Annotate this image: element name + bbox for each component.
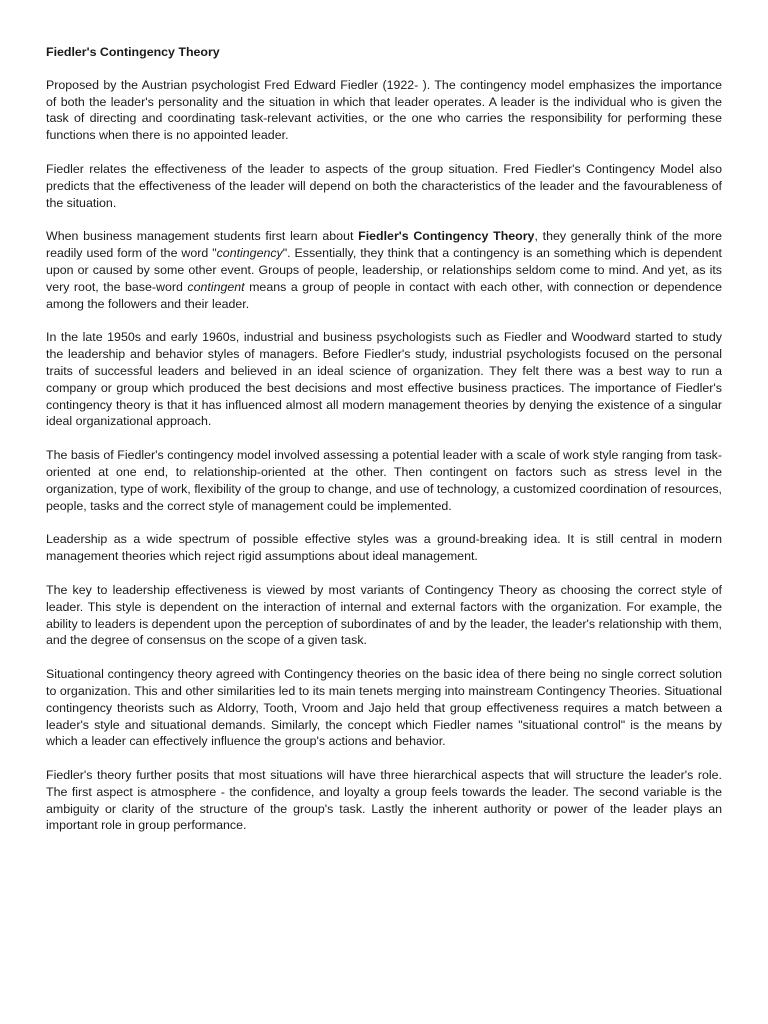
paragraph-6: Leadership as a wide spectrum of possible effective styles was a ground-breaking idea. It is still central in modern management theories which reject rigid assumptions about ideal management. [46, 532, 722, 564]
document-title: Fiedler's Contingency Theory [46, 45, 220, 59]
paragraph-9: Fiedler's theory further posits that most situations will have three hierarchical aspects that will structure the leader's role. The first aspect is atmosphere - the confidence, and loyalty a group feels towards the leader. The second variable is the ambiguity or clarity of the structure of the group's task. Lastly the inherent authority or power of the leader plays an important role in group performance. [46, 768, 722, 833]
paragraph-3-text-c: , they generally think of the more readily used form of the word " [46, 229, 722, 261]
paragraph-3 [46, 228, 722, 312]
document-page [46, 44, 722, 851]
paragraph-3-italic-contingency: contingency [216, 246, 283, 261]
paragraph-3-text-g: means a group of people in contact with each other, with connection or dependence among the followers and their leader. [46, 279, 722, 311]
paragraph-3-bold-term: Fiedler's Contingency Theory [358, 229, 535, 244]
paragraph-3-text-a: When business management students first learn about [46, 229, 359, 244]
paragraph-7: The key to leadership effectiveness is viewed by most variants of Contingency Theory as choosing the correct style of leader. This style is dependent on the interaction of internal and external factors with the organization. For example, the ability to leaders is dependent upon the perception of subordinates of and by the leader, the leader's relationship with them, and the degree of consensus on the scope of a given task. [46, 582, 722, 648]
paragraph-3-italic-contingent: contingent [187, 279, 245, 294]
paragraph-8: Situational contingency theory agreed with Contingency theories on the basic idea of there being no single correct solution to organization. This and other similarities led to its main tenets merging into mainstream Contingency Theories. Situational contingency theorists such as Aldorry, Tooth, Vroom and Jajo held that group effectiveness requires a match between a leader's style and situational demands. Similarly, the concept which Fiedler names "situational control" is the means by which a leader can effectively influence the group's actions and behavior. [46, 667, 722, 749]
paragraph-2: Fiedler relates the effectiveness of the leader to aspects of the group situation. Fred Fiedler's Contingency Model also predicts that the effectiveness of the leader will depend on both the characteristics of the leader and the favourableness of the situation. [46, 161, 722, 210]
paragraph-3-text-e: ". Essentially, they think that a contingency is an something which is dependent upon or caused by some other event. Groups of people, leadership, or relationships seldom come to mind. And yet, as its very root, the base-word [46, 246, 722, 294]
paragraph-4: In the late 1950s and early 1960s, industrial and business psychologists such as Fiedler and Woodward started to study the leadership and behavior styles of managers. Before Fiedler's study, industrial psychologists focused on the personal traits of successful leaders and believed in an ideal science of organization. They felt there was a best way to run a company or group which produced the best decisions and most effective business practices. The importance of Fiedler's contingency theory is that it has influenced almost all modern management theories by denying the existence of a singular ideal organizational approach. [46, 330, 722, 429]
paragraph-1: Proposed by the Austrian psychologist Fred Edward Fiedler (1922- ). The contingency model emphasizes the importance of both the leader's personality and the situation in which that leader operates. A leader is the individual who is given the task of directing and coordinating task-relevant activities, or the one who carries the responsibility for performing these functions when there is no appointed leader. [46, 77, 722, 143]
paragraph-5: The basis of Fiedler's contingency model involved assessing a potential leader with a scale of work style ranging from task-oriented at one end, to relationship-oriented at the other. Then contingent on factors such as stress level in the organization, type of work, flexibility of the group to change, and use of technology, a customized coordination of resources, people, tasks and the correct style of management could be implemented. [46, 448, 722, 513]
